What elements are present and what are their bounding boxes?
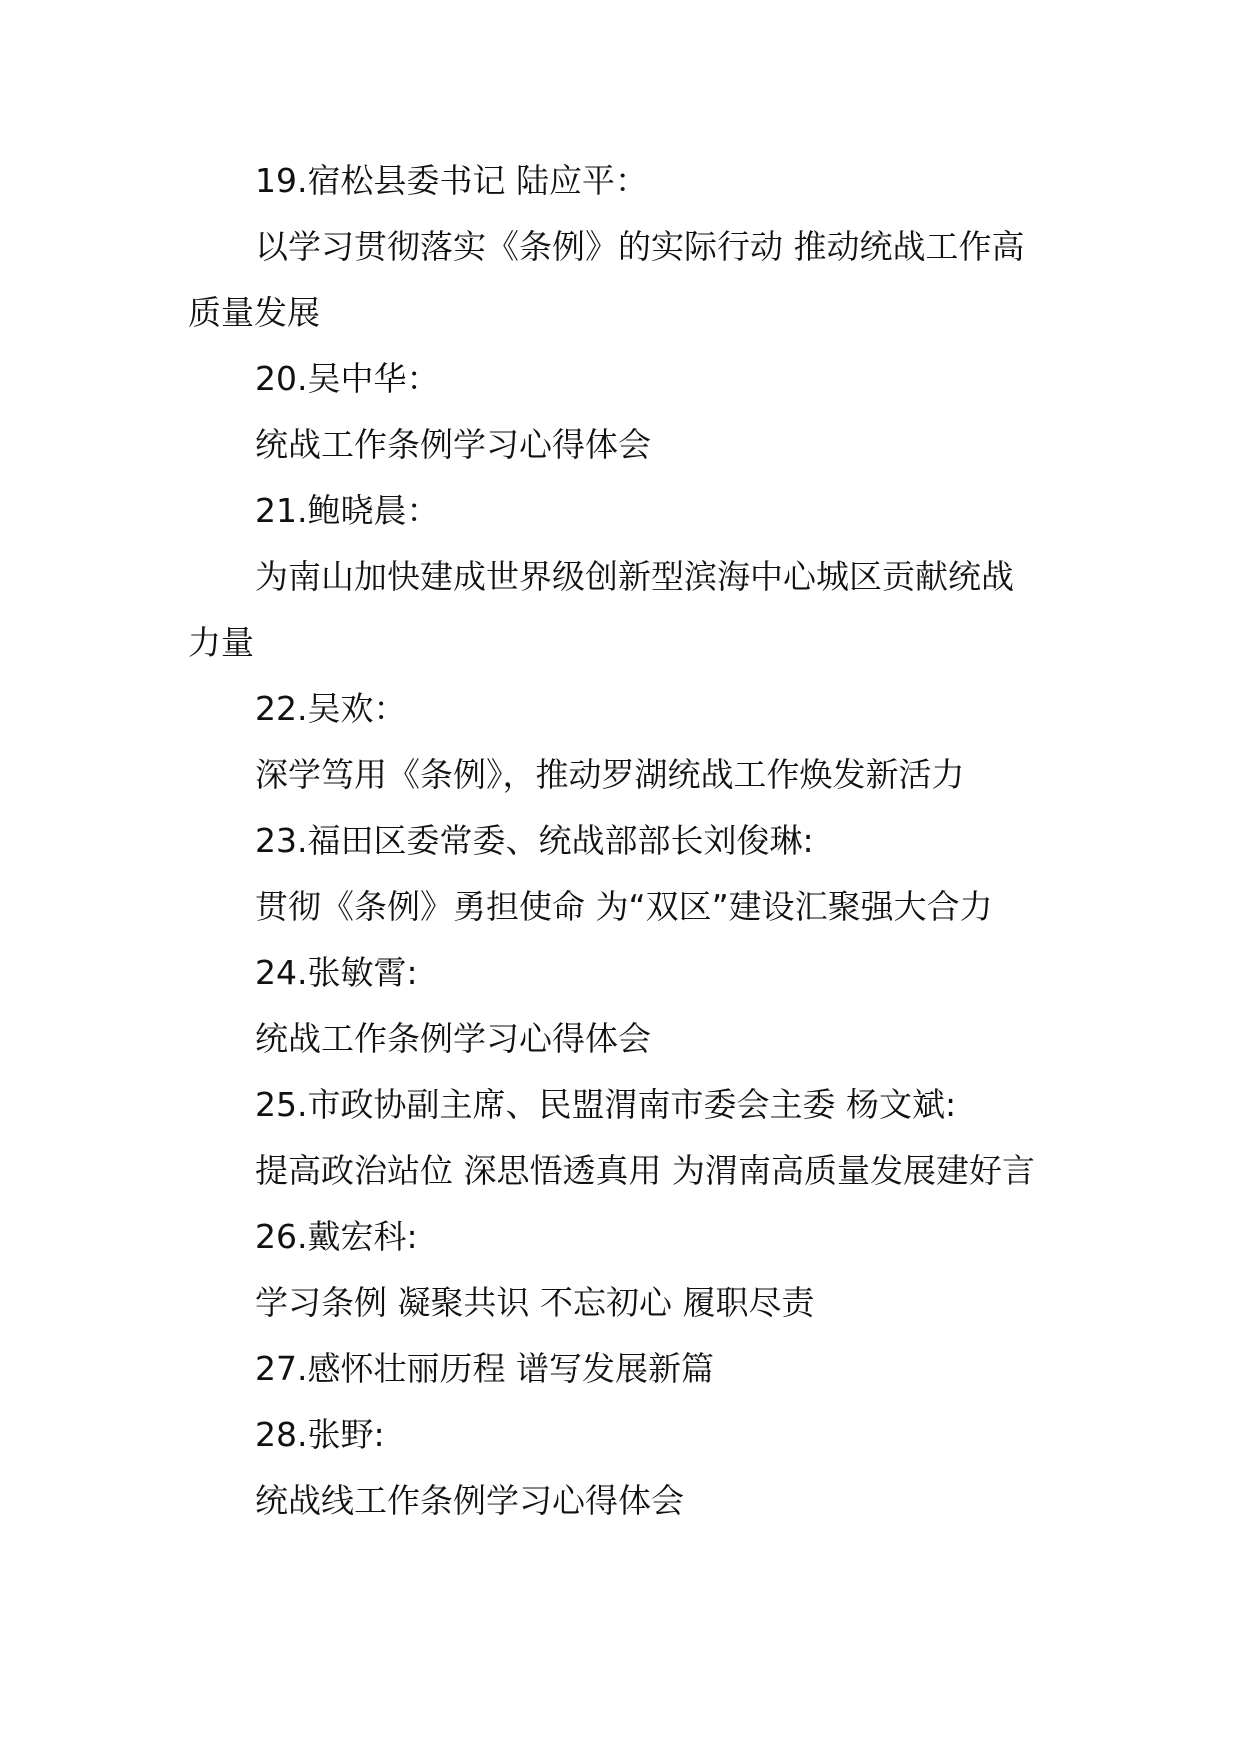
item-title-28: 统战线工作条例学习心得体会 — [255, 1481, 684, 1520]
item-title-23: 贯彻《条例》勇担使命 为“双区”建设汇聚强大合力 — [255, 887, 993, 926]
item-title-19-line1: 以学习贯彻落实《条例》的实际行动 推动统战工作高 — [255, 227, 1025, 266]
item-title-26: 学习条例 凝聚共识 不忘初心 履职尽责 — [255, 1283, 815, 1322]
item-heading-27: 27.感怀壮丽历程 谱写发展新篇 — [255, 1349, 714, 1388]
item-title-22: 深学笃用《条例》，推动罗湖统战工作焕发新活力 — [255, 755, 965, 794]
item-heading-19: 19.宿松县委书记 陆应平： — [255, 161, 648, 200]
item-heading-25: 25.市政协副主席、民盟渭南市委会主委 杨文斌: — [255, 1085, 957, 1124]
item-title-24: 统战工作条例学习心得体会 — [255, 1019, 651, 1058]
item-heading-28: 28.张野: — [255, 1415, 385, 1454]
item-heading-26: 26.戴宏科: — [255, 1217, 418, 1256]
item-heading-21: 21.鲍晓晨： — [255, 491, 440, 530]
item-title-19-line2: 质量发展 — [188, 293, 320, 332]
item-title-21-line2: 力量 — [188, 623, 254, 662]
document-body — [188, 148, 1068, 1534]
item-title-20: 统战工作条例学习心得体会 — [255, 425, 651, 464]
item-heading-22: 22.吴欢： — [255, 689, 407, 728]
item-title-25: 提高政治站位 深思悟透真用 为渭南高质量发展建好言 — [255, 1151, 1035, 1190]
item-heading-20: 20.吴中华： — [255, 359, 440, 398]
item-heading-23: 23.福田区委常委、统战部部长刘俊琳: — [255, 821, 814, 860]
item-heading-24: 24.张敏霄: — [255, 953, 418, 992]
item-title-21-line1: 为南山加快建成世界级创新型滨海中心城区贡献统战 — [255, 557, 1014, 596]
